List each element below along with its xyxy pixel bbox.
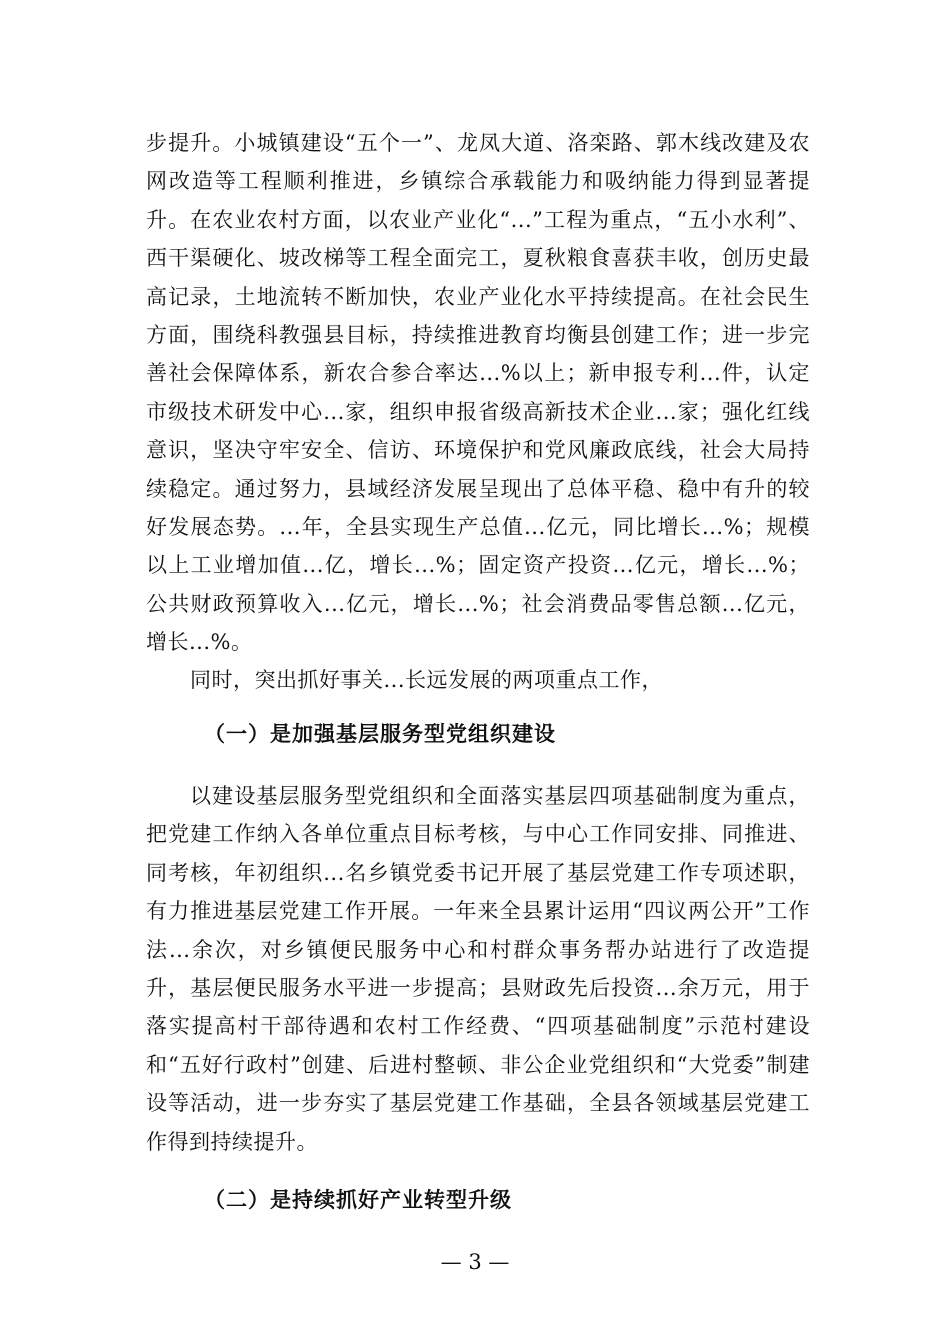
page-number: — 3 — bbox=[440, 1250, 510, 1274]
section-1-paragraph: 以建设基层服务型党组织和全面落实基层四项基础制度为重点，把党建工作纳入各单位重点目标考核，与中心工作同安排、同推进、同考核，年初组织...名乡镇党委书记开展了基层党建工作专项述职，有力推进基层党建工作开展。一年来全县累计运用“四议两公开”工作法...余次，对乡镇便民服务中心和村群众事务帮办站进行了改造提升，基层便民服务水平进一步提高；县财政先后投资...余万元，用于落实提高村干部待遇和农村工作经费、“四项基础制度”示范村建设和“五好行政村”创建、后进村整顿、非公企业党组织和“大党委”制建设等活动，进一步夯实了基层党建工作基础，全县各领域基层党建工作得到持续提升。 bbox=[146, 784, 810, 1154]
section-heading-1: （一）是加强基层服务型党组织建设 bbox=[204, 722, 556, 746]
intro-paragraph: 同时，突出抓好事关...长远发展的两项重点工作， bbox=[190, 668, 664, 692]
section-heading-2: （二）是持续抓好产业转型升级 bbox=[204, 1188, 512, 1212]
body-paragraph: 步提升。小城镇建设“五个一”、龙凤大道、洛栾路、郭木线改建及农网改造等工程顺利推进，乡镇综合承载能力和吸纳能力得到显著提升。在农业农村方面，以农业产业化“...”工程为重点，“五小水利”、西干渠硬化、坡改梯等工程全面完工，夏秋粮食喜获丰收，创历史最高记录，土地流转不断加快，农业产业化水平持续提高。在社会民生方面，围绕科教强县目标，持续推进教育均衡县创建工作；进一步完善社会保障体系，新农合参合率达...%以上；新申报专利...件，认定市级技术研发中心...家，组织申报省级高新技术企业...家；强化红线意识，坚决守牢安全、信访、环境保护和党风廉政底线，社会大局持续稳定。通过努力，县域经济发展呈现出了总体平稳、稳中有升的较好发展态势。...年，全县实现生产总值...亿元，同比增长...%；规模以上工业增加值...亿，增长...%；固定资产投资...亿元，增长...%；公共财政预算收入...亿元，增长...%；社会消费品零售总额...亿元，增长...%。 bbox=[146, 131, 810, 655]
